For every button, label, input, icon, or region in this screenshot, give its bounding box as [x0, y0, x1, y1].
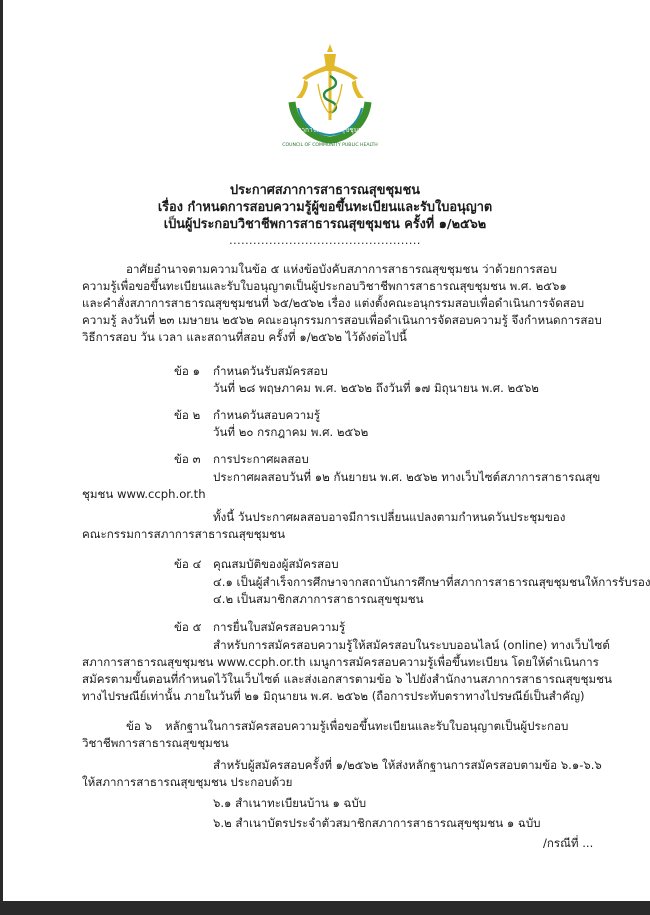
- clause-6-title: หลักฐานในการสมัครสอบความรู้เพื่อขอขึ้นทะเบียนและรับใบอนุญาตเป็นผู้ประกอบ: [165, 719, 569, 733]
- header-line-3: เป็นผู้ประกอบวิชาชีพการสาธารณสุขชุมชน ครั้งที่ ๑/๒๕๖๒: [163, 217, 487, 232]
- clause-6-line-4: ๖.๑ สำเนาทะเบียนบ้าน ๑ ฉบับ: [213, 796, 367, 810]
- header-line-1: ประกาศสภาการสาธารณสุขชุมชน: [229, 183, 421, 198]
- clause-4-label: ข้อ ๔: [174, 557, 202, 571]
- page-left-border: [0, 0, 3, 915]
- clause-1-line-1: วันที่ ๒๘ พฤษภาคม พ.ศ. ๒๕๖๒ ถึงวันที่ ๑๗ มิถุนายน พ.ศ. ๒๕๖๒: [213, 381, 539, 395]
- clause-5-title: การยื่นใบสมัครสอบความรู้: [213, 620, 346, 634]
- clause-3-line-4: คณะกรรมการสภาการสาธารณสุขชุมชน: [82, 527, 286, 541]
- clause-5-line-4: ทางไปรษณีย์เท่านั้น ภายในวันที่ ๒๑ มิถุนายน พ.ศ. ๒๕๖๒ (ถือการประทับตราทางไปรษณีย์เป็นสำคัญ): [82, 689, 585, 703]
- clause-1-label: ข้อ ๑: [174, 364, 200, 378]
- clause-5-label: ข้อ ๕: [174, 620, 202, 634]
- clause-5-line-2: สภาการสาธารณสุขชุมชน www.ccph.or.th เมนูการสมัครสอบความรู้เพื่อขึ้นทะเบียน โดยให้ดำเนินการ: [82, 655, 599, 669]
- logo-thai-caption: สภาการสาธารณสุขชุมชน: [293, 126, 367, 134]
- logo-english-caption: COUNCIL OF COMMUNITY PUBLIC HEALTH: [282, 143, 378, 148]
- clause-4-title: คุณสมบัติของผู้สมัครสอบ: [213, 557, 339, 571]
- page-bottom-border: [0, 901, 650, 915]
- intro-line-5: วิธีการสอบ วัน เวลา และสถานที่สอบ ครั้งที่ ๑/๒๕๖๒ ไว้ดังต่อไปนี้: [82, 330, 407, 344]
- clause-4-line-1: ๔.๑ เป็นผู้สำเร็จการศึกษาจากสถาบันการศึกษาที่สภาการสาธารณสุขชุมชนให้การรับรอง: [213, 575, 650, 589]
- clause-2-line-1: วันที่ ๒๐ กรกฎาคม พ.ศ. ๒๕๖๒: [213, 425, 369, 439]
- clause-5-line-1: สำหรับการสมัครสอบความรู้ให้สมัครสอบในระบบออนไลน์ (online) ทางเว็บไซต์: [213, 638, 610, 652]
- header-divider: ................................................: [229, 234, 421, 247]
- clause-3-label: ข้อ ๓: [174, 452, 201, 466]
- clause-2-title: กำหนดวันสอบความรู้: [213, 408, 321, 422]
- clause-3-line-1: ประกาศผลสอบวันที่ ๑๒ กันยายน พ.ศ. ๒๕๖๒ ทางเว็บไซต์สภาการสาธารณสุข: [213, 470, 601, 484]
- council-emblem-icon: [280, 42, 380, 152]
- clause-6-label: ข้อ ๖: [126, 719, 152, 733]
- intro-line-3: และคำสั่งสภาการสาธารณสุขชุมชนที่ ๖๕/๒๕๖๒ เรื่อง แต่งตั้งคณะอนุกรรมสอบเพื่อดำเนินการจัดสอบ: [82, 296, 585, 310]
- clause-6-line-3: ให้สภาการสาธารณสุขชุมชน ประกอบด้วย: [82, 775, 293, 789]
- clause-6-line-1: วิชาชีพการสาธารณสุขชุมชน: [82, 736, 229, 750]
- intro-line-4: ความรู้ ลงวันที่ ๒๓ เมษายน ๒๕๖๒ คณะอนุกรรมการสอบเพื่อดำเนินการจัดสอบความรู้ จึงกำหนดการสอบ: [82, 313, 602, 327]
- intro-line-1: อาศัยอำนาจตามความในข้อ ๕ แห่งข้อบังคับสภาการสาธารณสุขชุมชน ว่าด้วยการสอบ: [126, 262, 557, 276]
- clause-3-title: การประกาศผลสอบ: [213, 452, 309, 466]
- clause-1-title: กำหนดวันรับสมัครสอบ: [213, 364, 328, 378]
- clause-4-line-2: ๔.๒ เป็นสมาชิกสภาการสาธารณสุขชุมชน: [213, 592, 424, 606]
- clause-6-line-5: ๖.๒ สำเนาบัตรประจำตัวสมาชิกสภาการสาธารณสุขชุมชน ๑ ฉบับ: [213, 816, 541, 830]
- header-line-2: เรื่อง กำหนดการสอบความรู้ผู้ขอขึ้นทะเบียนและรับใบอนุญาต: [157, 200, 493, 215]
- clause-3-line-2: ชุมชน www.ccph.or.th: [82, 487, 206, 501]
- continuation-marker: /กรณีที่ ...: [543, 836, 594, 850]
- clause-3-line-3: ทั้งนี้ วันประกาศผลสอบอาจมีการเปลี่ยนแปลงตามกำหนดวันประชุมของ: [213, 510, 566, 524]
- clause-2-label: ข้อ ๒: [174, 408, 201, 422]
- clause-5-line-3: สมัครตามขั้นตอนที่กำหนดไว้ในเว็บไซต์ และส่งเอกสารตามข้อ ๖ ไปยังสำนักงานสภาการสาธารณสุขชุมชน: [82, 672, 612, 686]
- clause-6-line-2: สำหรับผู้สมัครสอบครั้งที่ ๑/๒๕๖๒ ให้ส่งหลักฐานการสมัครสอบตามข้อ ๖.๑-๖.๖: [213, 758, 602, 772]
- intro-line-2: ความรู้เพื่อขอขึ้นทะเบียนและรับใบอนุญาตเป็นผู้ประกอบวิชาชีพการสาธารณสุขชุมชน พ.ศ. ๒๕๖๑: [82, 279, 567, 293]
